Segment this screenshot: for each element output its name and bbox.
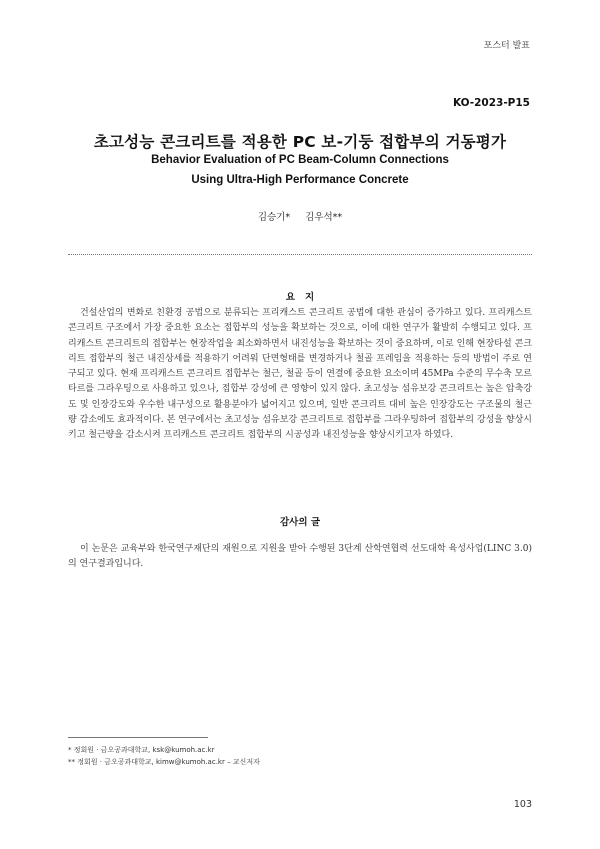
abstract-heading: 요지	[285, 292, 325, 303]
author-1: 김승기*	[257, 212, 291, 223]
paper-code: KO-2023-P15	[452, 97, 530, 109]
footnote-rule	[68, 737, 208, 738]
footnote-2: ** 정회원 · 금오공과대학교, kimw@kumoh.ac.kr – 교신저자	[68, 758, 260, 766]
footnote-1: * 정회원 · 금오공과대학교, ksk@kumoh.ac.kr	[68, 746, 215, 754]
section-label: 포스터 발표	[483, 41, 530, 51]
title-korean: 초고성능 콘크리트를 적용한 PC 보-기둥 접합부의 거동평가	[93, 133, 507, 151]
author-list	[0, 209, 600, 223]
abstract-body: 건설산업의 변화로 친환경 공법으로 분류되는 프리캐스트 콘크리트 공법에 대한 관심이 증가하고 있다. 프리캐스트 콘크리트 구조에서 가장 중요한 요소는 접합부의 성능을 확보하는 것으로, 이에 대한 연구가 활발히 수행되고 있다. 프리캐스트 콘크리트의 접합부는 현장작업을 최소화하면서 내진성능을 확보하는 것이 중요하며, 이로 인해 현장타설 콘크리트 접합부의 철근 내진상세를 적용하기 어려워 단면형태를 변경하거나 철골 프레임을 적용하는 등의 방법이 주로 연구되고 있다. 현재 프리캐스트 콘크리트 접합부는 철근, 철골 등이 연결에 중요한 요소이며 45MPa 수준의 무수축 모르타르를 그라우팅으로 사용하고 있으나, 접합부 강성에 큰 영향이 있지 않다. 초고성능 섬유보강 콘크리트는 높은 압축강도 및 인장강도와 우수한 내구성으로 활용분야가 넓어지고 있으며, 일반 콘크리트 대비 높은 인장강도는 구조물의 철근량 감소에도 효과적이다. 본 연구에서는 초고성능 섬유보강 콘크리트로 접합부를 그라우팅하여 접합부의 강성을 향상시키고 철근량을 감소시켜 프리캐스트 콘크리트 접합부의 시공성과 내진성능을 향상시키고자 하였다.	[68, 308, 532, 441]
title-english-line-1: Behavior Evaluation of PC Beam-Column Connections	[151, 154, 449, 166]
acknowledgement-body: 이 논문은 교육부와 한국연구재단의 재원으로 지원을 받아 수행된 3단계 산학연협력 선도대학 육성사업(LINC 3.0)의 연구결과입니다.	[68, 544, 532, 570]
title-english-line-2: Using Ultra-High Performance Concrete	[191, 174, 409, 186]
page-number: 103	[513, 799, 532, 810]
author-2: 김우석**	[305, 212, 343, 223]
dotted-divider	[68, 254, 532, 255]
acknowledgement-heading: 감사의 글	[279, 517, 320, 528]
